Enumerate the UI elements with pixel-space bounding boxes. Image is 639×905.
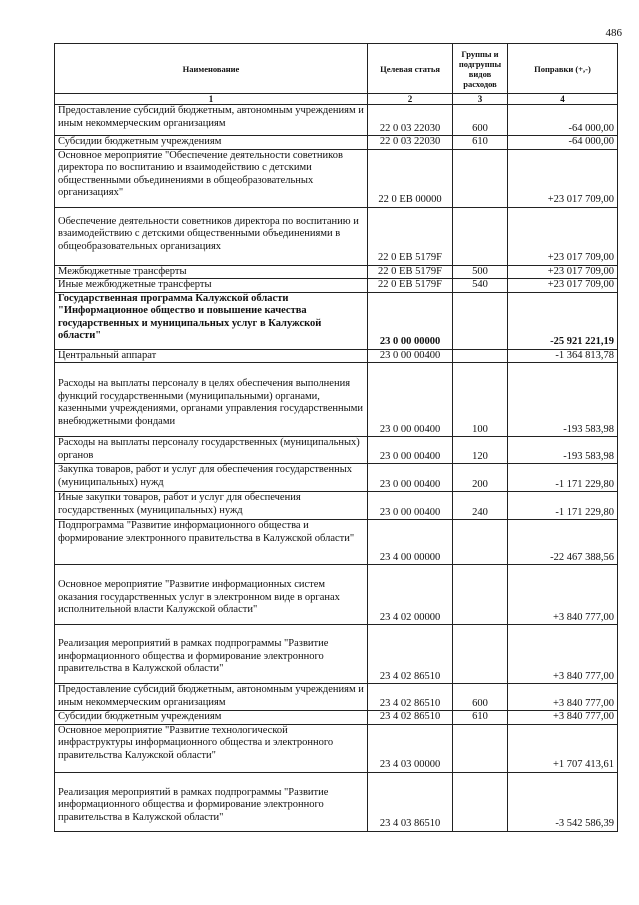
header-row bbox=[55, 44, 618, 94]
row-name: Подпрограмма "Развитие информационного общества и формирование электронного правительства в Калужской области" bbox=[55, 520, 368, 565]
table-row bbox=[55, 105, 618, 136]
row-name: Закупка товаров, работ и услуг для обеспечения государственных (муниципальных) нужд bbox=[55, 464, 368, 492]
row-name: Центральный аппарат bbox=[55, 349, 368, 363]
row-amount: -1 364 813,78 bbox=[508, 349, 618, 363]
row-amount: -3 542 586,39 bbox=[508, 772, 618, 831]
row-code: 23 0 00 00000 bbox=[368, 292, 453, 349]
row-amount: -1 171 229,80 bbox=[508, 492, 618, 520]
row-amount: -193 583,98 bbox=[508, 363, 618, 437]
row-amount: -64 000,00 bbox=[508, 136, 618, 150]
row-group: 600 bbox=[453, 105, 508, 136]
row-code: 23 0 00 00400 bbox=[368, 492, 453, 520]
table-row bbox=[55, 684, 618, 711]
column-number: 1 bbox=[55, 94, 368, 105]
row-code: 23 0 00 00400 bbox=[368, 464, 453, 492]
row-code: 22 0 EB 5179F bbox=[368, 279, 453, 293]
table-row bbox=[55, 772, 618, 831]
row-group: 540 bbox=[453, 279, 508, 293]
row-name: Иные межбюджетные трансферты bbox=[55, 279, 368, 293]
table-row bbox=[55, 136, 618, 150]
row-amount: -1 171 229,80 bbox=[508, 464, 618, 492]
row-name: Субсидии бюджетным учреждениям bbox=[55, 711, 368, 725]
row-amount: +3 840 777,00 bbox=[508, 625, 618, 684]
row-group: 610 bbox=[453, 136, 508, 150]
column-number: 3 bbox=[453, 94, 508, 105]
row-group: 240 bbox=[453, 492, 508, 520]
table-row bbox=[55, 349, 618, 363]
table-row bbox=[55, 149, 618, 207]
row-group bbox=[453, 207, 508, 265]
row-group bbox=[453, 149, 508, 207]
row-name: Реализация мероприятий в рамках подпрограммы "Развитие информационного общества и формирование электронного правительства в Калужской области" bbox=[55, 625, 368, 684]
row-amount: -64 000,00 bbox=[508, 105, 618, 136]
table-row bbox=[55, 437, 618, 464]
row-name: Субсидии бюджетным учреждениям bbox=[55, 136, 368, 150]
row-code: 23 4 02 86510 bbox=[368, 625, 453, 684]
row-group: 200 bbox=[453, 464, 508, 492]
table-row bbox=[55, 363, 618, 437]
table-row bbox=[55, 207, 618, 265]
column-number: 2 bbox=[368, 94, 453, 105]
row-amount: +3 840 777,00 bbox=[508, 565, 618, 625]
row-name: Расходы на выплаты персоналу в целях обеспечения выполнения функций государственными (муниципальными) органами, казенными учреждениями, органами управления государственными внебюджетными фондами bbox=[55, 363, 368, 437]
row-group bbox=[453, 565, 508, 625]
table-row bbox=[55, 265, 618, 279]
row-code: 22 0 EB 5179F bbox=[368, 265, 453, 279]
row-name: Иные закупки товаров, работ и услуг для обеспечения государственных (муниципальных) нужд bbox=[55, 492, 368, 520]
row-code: 23 0 00 00400 bbox=[368, 363, 453, 437]
row-group: 100 bbox=[453, 363, 508, 437]
row-amount: +23 017 709,00 bbox=[508, 149, 618, 207]
row-group: 120 bbox=[453, 437, 508, 464]
row-code: 22 0 EB 5179F bbox=[368, 207, 453, 265]
table-row bbox=[55, 279, 618, 293]
header-code: Целевая статья bbox=[368, 44, 453, 94]
header-group: Группы и подгруппы видов расходов bbox=[453, 44, 508, 94]
row-code: 23 4 03 00000 bbox=[368, 724, 453, 772]
row-name: Предоставление субсидий бюджетным, автономным учреждениям и иным некоммерческим организациям bbox=[55, 684, 368, 711]
row-name: Реализация мероприятий в рамках подпрограммы "Развитие информационного общества и формирование электронного правительства в Калужской области" bbox=[55, 772, 368, 831]
table-row bbox=[55, 292, 618, 349]
table-row bbox=[55, 724, 618, 772]
row-amount: +23 017 709,00 bbox=[508, 279, 618, 293]
row-name: Предоставление субсидий бюджетным, автономным учреждениям и иным некоммерческим организациям bbox=[55, 105, 368, 136]
row-name: Межбюджетные трансферты bbox=[55, 265, 368, 279]
row-amount: -193 583,98 bbox=[508, 437, 618, 464]
row-group: 610 bbox=[453, 711, 508, 725]
row-amount: +1 707 413,61 bbox=[508, 724, 618, 772]
row-code: 23 0 00 00400 bbox=[368, 349, 453, 363]
column-number-row bbox=[55, 94, 618, 105]
row-amount: -25 921 221,19 bbox=[508, 292, 618, 349]
budget-table bbox=[54, 43, 618, 832]
page-number: 486 bbox=[605, 27, 622, 39]
row-code: 23 4 02 00000 bbox=[368, 565, 453, 625]
row-name: Основное мероприятие "Развитие технологической инфраструктуры информационного общества и электронного правительства Калужской области" bbox=[55, 724, 368, 772]
row-group: 500 bbox=[453, 265, 508, 279]
table-row bbox=[55, 625, 618, 684]
row-group: 600 bbox=[453, 684, 508, 711]
row-group bbox=[453, 349, 508, 363]
row-group bbox=[453, 772, 508, 831]
row-amount: +23 017 709,00 bbox=[508, 265, 618, 279]
row-code: 23 4 03 86510 bbox=[368, 772, 453, 831]
table-row bbox=[55, 711, 618, 725]
row-name: Основное мероприятие "Обеспечение деятельности советников директора по воспитанию и взаимодействию с детскими общественными объединениями в общеобразовательных организациях" bbox=[55, 149, 368, 207]
row-code: 23 4 02 86510 bbox=[368, 684, 453, 711]
header-amount: Поправки (+,-) bbox=[508, 44, 618, 94]
header-name: Наименование bbox=[55, 44, 368, 94]
row-code: 22 0 EB 00000 bbox=[368, 149, 453, 207]
row-name: Расходы на выплаты персоналу государственных (муниципальных) органов bbox=[55, 437, 368, 464]
column-number: 4 bbox=[508, 94, 618, 105]
row-name: Государственная программа Калужской области "Информационное общество и повышение качества государственных и муниципальных услуг в Калужской области" bbox=[55, 292, 368, 349]
row-group bbox=[453, 625, 508, 684]
table-row bbox=[55, 492, 618, 520]
table-row bbox=[55, 464, 618, 492]
row-group bbox=[453, 520, 508, 565]
row-code: 23 4 00 00000 bbox=[368, 520, 453, 565]
row-group bbox=[453, 292, 508, 349]
row-amount: +3 840 777,00 bbox=[508, 711, 618, 725]
row-name: Основное мероприятие "Развитие информационных систем оказания государственных услуг в электронном виде в органах исполнительной власти Калужской области" bbox=[55, 565, 368, 625]
row-code: 23 4 02 86510 bbox=[368, 711, 453, 725]
row-group bbox=[453, 724, 508, 772]
row-code: 22 0 03 22030 bbox=[368, 105, 453, 136]
row-amount: +3 840 777,00 bbox=[508, 684, 618, 711]
table-row bbox=[55, 520, 618, 565]
row-code: 23 0 00 00400 bbox=[368, 437, 453, 464]
row-amount: -22 467 388,56 bbox=[508, 520, 618, 565]
table-row bbox=[55, 565, 618, 625]
row-code: 22 0 03 22030 bbox=[368, 136, 453, 150]
row-amount: +23 017 709,00 bbox=[508, 207, 618, 265]
row-name: Обеспечение деятельности советников директора по воспитанию и взаимодействию с детскими общественными объединениями в общеобразовательных организациях bbox=[55, 207, 368, 265]
